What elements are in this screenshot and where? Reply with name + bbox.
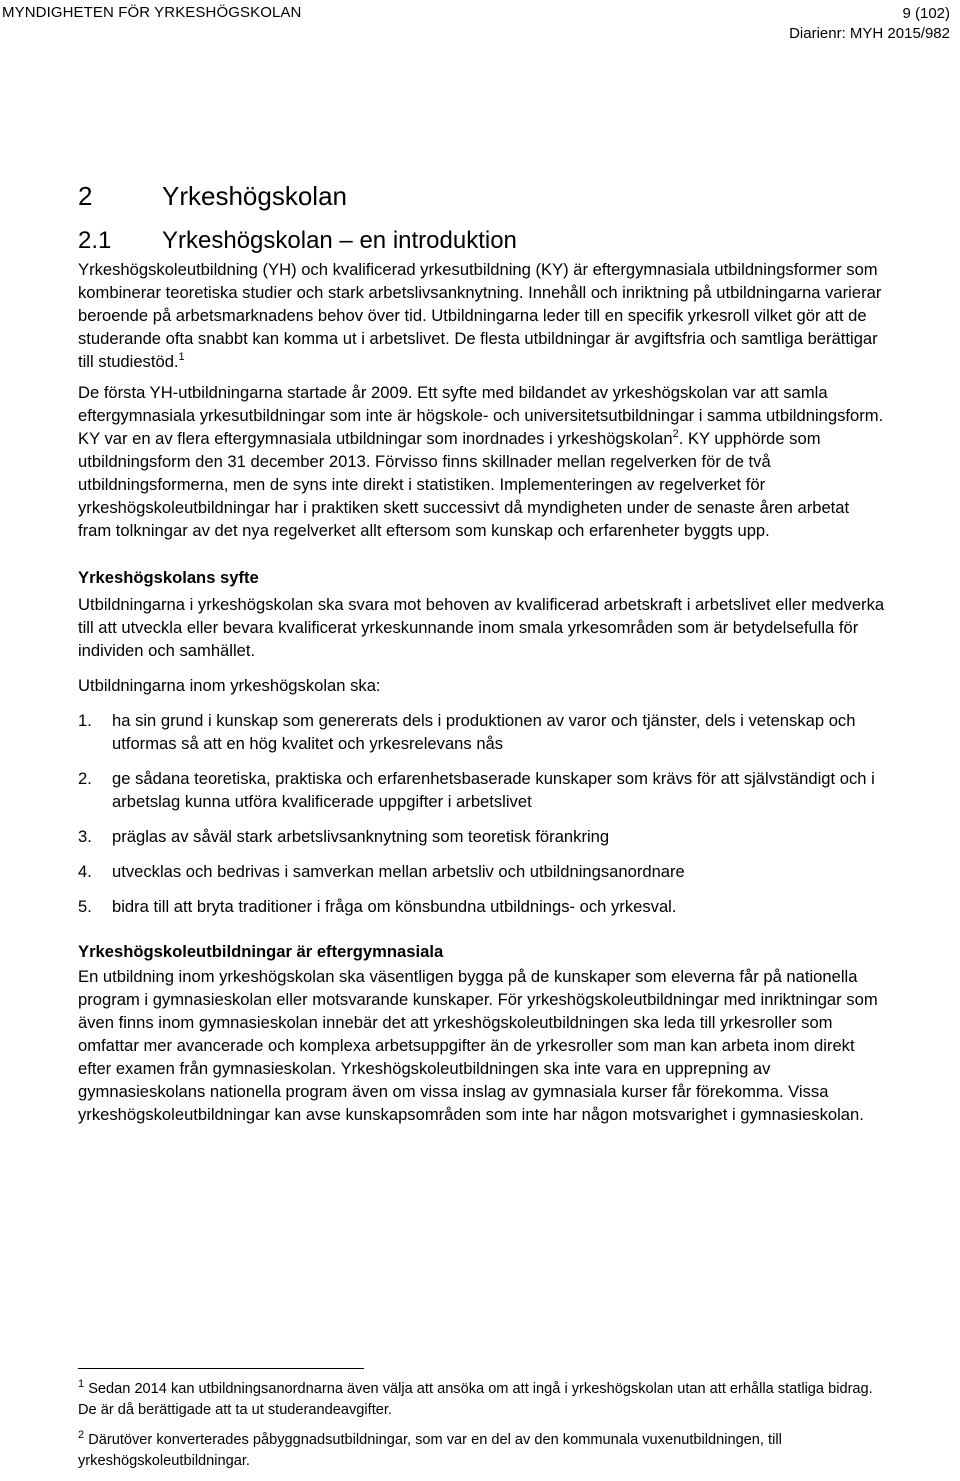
syfte-paragraph-1: Utbildningarna i yrkeshögskolan ska svara mot behoven av kvalificerad arbetskraft i arbetslivet eller medverka till att utveckla eller bevara kvalificerat yrkeskunnande inom smala yrkesområden som är betydelsefulla för individen och samhället. [78, 595, 885, 660]
section-number: 2.1 [78, 227, 112, 254]
diarienr: Diarienr: MYH 2015/982 [789, 25, 950, 42]
footnote-2: $^2$ Därutöver konverterades påbyggnadsutbildningar, som var en del av den kommunala vuxenutbildningen, till yrkeshögskoleutbildningar. [78, 1429, 782, 1469]
footnote-ref-1: 1 [178, 351, 185, 363]
main-content [78, 178, 886, 1126]
list-item: 4. utvecklas och bedrivas i samverkan mellan arbetsliv och utbildningsanordnare [78, 862, 685, 881]
list-item: 2. ge sådana teoretiska, praktiska och erfarenhetsbaserade kunskaper som krävs för att självständigt och i arbetslag kunna utföra kvalificerade uppgifter i arbetslivet [78, 769, 875, 811]
footnote-1: $^1$ Sedan 2014 kan utbildningsanordnarna även välja att ansöka om att ingå i yrkeshögskolan utan att erhålla statliga bidrag. De är då berättigade att ta ut studerandeavgifter. [78, 1378, 873, 1418]
list-item: 5. bidra till att bryta traditioner i fråga om könsbundna utbildnings- och yrkesval. [78, 897, 677, 916]
page-header-right [789, 4, 950, 44]
agency-name: MYNDIGHETEN FÖR YRKESHÖGSKOLAN [2, 4, 302, 21]
eftergymnasiala-heading: Yrkeshögskoleutbildningar är eftergymnasiala [78, 942, 444, 961]
chapter-title: Yrkeshögskolan [162, 181, 347, 211]
footnote-divider [78, 1368, 364, 1369]
list-item: 3. präglas av såväl stark arbetslivsanknytning som teoretisk förankring [78, 827, 610, 846]
syfte-paragraph-2: Utbildningarna inom yrkeshögskolan ska: [78, 676, 381, 695]
section-heading [78, 224, 886, 258]
footnotes [78, 1368, 886, 1481]
list-item: 1. ha sin grund i kunskap som genererats dels i produktionen av varor och tjänster, dels i vetenskap och utformas så att en hög kvalitet och yrkesrelevans nås [78, 711, 856, 753]
intro-paragraph-2: De första YH-utbildningarna startade år 2009. Ett syfte med bildandet av yrkeshögskolan var att samla eftergymnasiala yrkesutbildningar som inte är högskole- och universitetsutbildningar i samma utbildningsform. KY var en av flera eftergymnasiala utbildningar som inordnades i yrkeshögskolan$^2$. KY upphörde som utbildningsform den 31 december 2013. Förvisso finns skillnader mellan regelverken för de två utbildningsformerna, men de syns inte direkt i statistiken. Implementeringen av regelverket för yrkeshögskoleutbildningar har i praktiken skett successivt då myndigheten under de senaste åren arbetat fram tolkningar av det nya regelverket allt eftersom som kunskap och erfarenheter byggts upp. [78, 383, 884, 540]
intro-paragraph-1: Yrkeshögskoleutbildning (YH) och kvalificerad yrkesutbildning (KY) är eftergymnasiala utbildningsformer som kombinerar teoretiska studier och stark arbetslivsanknytning. Innehåll och inriktning på utbildningarna varierar beroende på arbetsmarknadens behov över tid. Utbildningarna leder till en specifik yrkesroll vilket gör att de studerande ofta snabbt kan komma ut i arbetslivet. De flesta utbildningar är avgiftsfria och samtliga berättigar till studiestöd.$^1$ [78, 260, 882, 371]
chapter-number: 2 [78, 181, 93, 211]
syfte-heading: Yrkeshögskolans syfte [78, 568, 259, 587]
eftergymnasiala-paragraph: En utbildning inom yrkeshögskolan ska väsentligen bygga på de kunskaper som eleverna får på nationella program i gymnasieskolan eller motsvarande kunskaper. För yrkeshögskoleutbildningar med inriktningar som även finns inom gymnasieskolan innebär det att yrkeshögskoleutbildningen ska leda till yrkesroller som omfattar mer avancerade och komplexa arbetsuppgifter än de yrkesroller som man kan arbeta inom direkt efter examen från gymnasieskolan. Yrkeshögskoleutbildningen ska inte vara en upprepning av gymnasieskolans nationella program även om vissa inslag av gymnasiala kurser får förekomma. Vissa yrkeshögskoleutbildningar kan avse kunskapsområden som inte har någon motsvarighet i gymnasieskolan. [78, 967, 878, 1124]
requirements-list [78, 709, 886, 918]
footnote-ref-2: 2 [672, 428, 679, 440]
section-title: Yrkeshögskolan – en introduktion [162, 227, 517, 254]
chapter-heading [78, 178, 886, 224]
page-number: 9 (102) [902, 5, 950, 22]
